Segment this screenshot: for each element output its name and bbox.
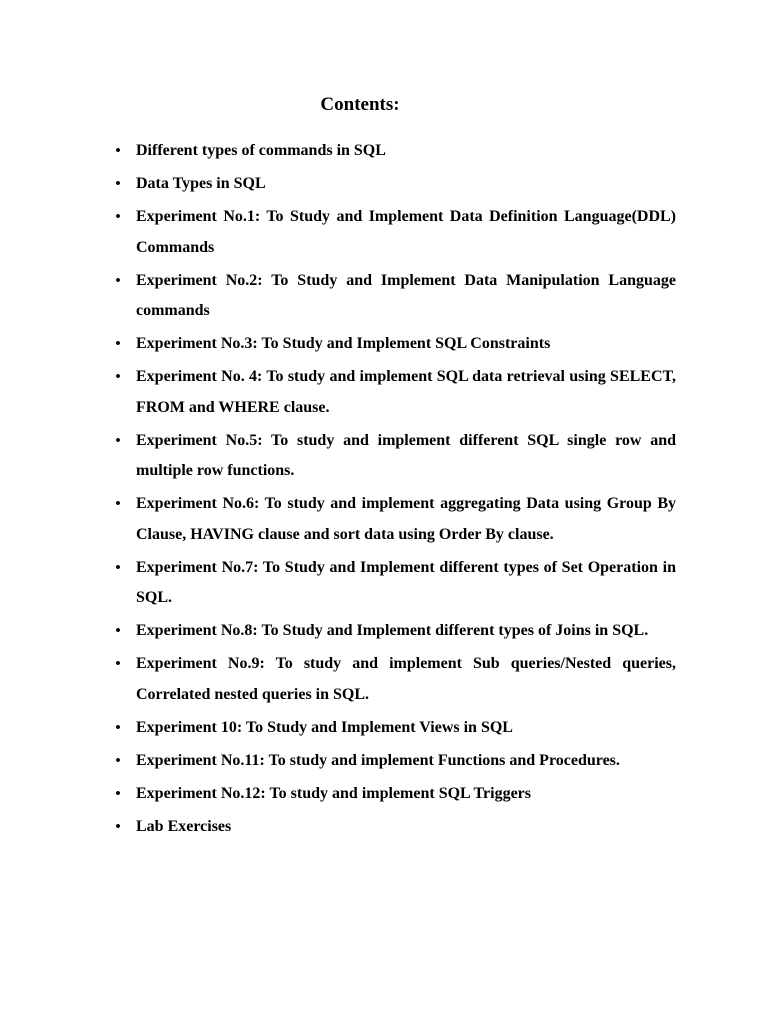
list-item [0, 713, 768, 744]
bullet-icon: • [115, 559, 121, 576]
list-item-text: Experiment No.8: To Study and Implement different types of Joins in SQL. [136, 622, 649, 639]
list-item [0, 746, 768, 777]
list-item [0, 812, 768, 843]
list-item-text: Experiment No.5: To study and implement different SQL single row and multiple row functions. [136, 431, 676, 479]
contents-list [0, 136, 768, 845]
list-item [0, 362, 768, 423]
list-item [0, 202, 768, 263]
list-item [0, 616, 768, 647]
list-item-text: Experiment No.1: To Study and Implement Data Definition Language(DDL) Commands [136, 208, 676, 256]
bullet-icon: • [115, 272, 121, 289]
list-item-text: Lab Exercises [136, 817, 232, 835]
list-item [0, 266, 768, 327]
list-item-text: Experiment No.7: To Study and Implement different types of Set Operation in SQL. [136, 558, 676, 606]
bullet-icon: • [115, 656, 121, 672]
bullet-icon: • [115, 785, 121, 802]
bullet-icon: • [115, 209, 121, 225]
list-item-text: Experiment No.6: To study and implement aggregating Data using Group By Clause, HAVING clause and sort data using Order By clause. [136, 495, 676, 543]
list-item-text: Experiment No.9: To study and implement Sub queries/Nested queries, Correlated nested queries in SQL. [136, 655, 676, 703]
bullet-icon: • [115, 818, 121, 835]
bullet-icon: • [115, 752, 121, 769]
list-item-text: Experiment No.11: To study and implement Functions and Procedures. [136, 751, 620, 769]
bullet-icon: • [115, 143, 121, 159]
bullet-icon: • [115, 623, 121, 639]
bullet-icon: • [115, 719, 121, 736]
list-item-text: Experiment No.3: To Study and Implement SQL Constraints [136, 335, 551, 352]
list-item-text: Experiment No.12: To study and implement SQL Triggers [136, 784, 531, 802]
list-item [0, 779, 768, 810]
list-item [0, 426, 768, 487]
list-item [0, 649, 768, 710]
list-item [0, 329, 768, 360]
list-item [0, 489, 768, 550]
list-item-text: Experiment No.2: To Study and Implement Data Manipulation Language commands [136, 271, 676, 319]
list-item [0, 169, 768, 200]
bullet-icon: • [115, 176, 121, 192]
bullet-icon: • [115, 432, 121, 449]
list-item-text: Data Types in SQL [136, 175, 266, 192]
contents-title: Contents: [320, 94, 400, 115]
list-item [0, 553, 768, 614]
bullet-icon: • [115, 496, 121, 512]
list-item-text: Experiment No. 4: To study and implement SQL data retrieval using SELECT, FROM and WHERE clause. [136, 368, 676, 416]
list-item-text: Different types of commands in SQL [136, 142, 386, 159]
list-item-text: Experiment 10: To Study and Implement Views in SQL [136, 718, 513, 736]
list-item [0, 136, 768, 167]
bullet-icon: • [115, 336, 121, 352]
bullet-icon: • [115, 369, 121, 385]
